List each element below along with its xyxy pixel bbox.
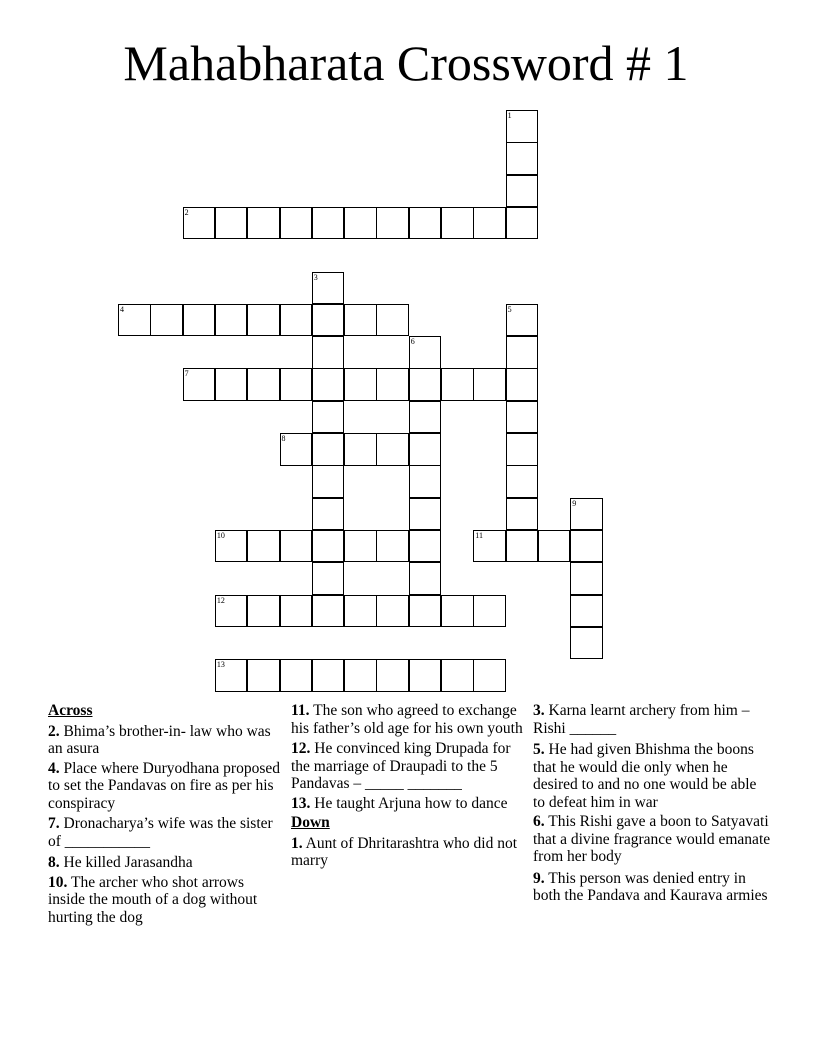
grid-cell[interactable] bbox=[409, 595, 442, 628]
grid-cell[interactable] bbox=[344, 304, 377, 337]
grid-number: 10 bbox=[216, 530, 225, 540]
grid-number: 9 bbox=[572, 498, 577, 508]
grid-cell[interactable] bbox=[312, 368, 345, 401]
grid-cell[interactable] bbox=[215, 304, 248, 337]
down-heading: Down bbox=[291, 814, 330, 831]
grid-cell[interactable] bbox=[118, 304, 151, 337]
grid-cell[interactable] bbox=[570, 562, 603, 595]
clue-across-8: 8. He killed Jarasandha bbox=[48, 854, 193, 871]
grid-cell[interactable] bbox=[506, 368, 539, 401]
grid-cell[interactable] bbox=[506, 530, 539, 563]
grid-number: 6 bbox=[410, 337, 415, 347]
grid-cell[interactable] bbox=[344, 595, 377, 628]
clue-down-1: 1. Aunt of Dhritarashtra who did not marry bbox=[291, 834, 518, 869]
grid-number: 3 bbox=[313, 272, 318, 282]
grid-cell[interactable] bbox=[376, 659, 409, 692]
grid-cell[interactable] bbox=[473, 595, 506, 628]
grid-cell[interactable] bbox=[215, 207, 248, 240]
grid-cell[interactable] bbox=[506, 465, 539, 498]
across-heading: Across bbox=[48, 702, 93, 719]
page-title: Mahabharata Crossword # 1 bbox=[123, 35, 689, 91]
grid-cell[interactable] bbox=[280, 530, 313, 563]
grid-cell[interactable] bbox=[312, 562, 345, 595]
grid-cell[interactable] bbox=[409, 401, 442, 434]
grid-cell[interactable] bbox=[215, 530, 248, 563]
grid-cell[interactable] bbox=[473, 659, 506, 692]
grid-cell[interactable] bbox=[506, 336, 539, 369]
grid-cell[interactable] bbox=[312, 207, 345, 240]
grid-cell[interactable] bbox=[409, 336, 442, 369]
grid-cell[interactable] bbox=[312, 272, 345, 305]
clue-across-11: 11. The son who agreed to exchange his father’s old age for his own youth bbox=[291, 702, 523, 737]
grid-cell[interactable] bbox=[280, 659, 313, 692]
grid-number: 4 bbox=[120, 304, 124, 314]
grid-cell[interactable] bbox=[215, 595, 248, 628]
grid-cell[interactable] bbox=[312, 498, 345, 531]
grid-cell[interactable] bbox=[409, 207, 442, 240]
grid-cell[interactable] bbox=[506, 110, 539, 143]
clue-across-12: 12. He convinced king Drupada for the marriage of Draupadi to the 5 Pandavas – _____ _______ bbox=[291, 740, 511, 792]
grid-cell[interactable] bbox=[376, 433, 409, 466]
grid-cell[interactable] bbox=[376, 207, 409, 240]
grid-number: 13 bbox=[216, 660, 225, 670]
grid-cell[interactable] bbox=[280, 207, 313, 240]
grid-cell[interactable] bbox=[506, 142, 539, 175]
grid-cell[interactable] bbox=[215, 659, 248, 692]
grid-cell[interactable] bbox=[409, 465, 442, 498]
grid-number: 11 bbox=[475, 530, 483, 540]
grid-cell[interactable] bbox=[441, 207, 474, 240]
grid-number: 8 bbox=[281, 434, 286, 443]
grid-cell[interactable] bbox=[280, 304, 313, 337]
grid-cell[interactable] bbox=[215, 368, 248, 401]
grid-cell[interactable] bbox=[247, 530, 280, 563]
clue-across-13: 13. He taught Arjuna how to dance bbox=[291, 794, 508, 812]
grid-cell[interactable] bbox=[376, 304, 409, 337]
grid-number: 1 bbox=[507, 111, 512, 120]
clue-down-6: 6. This Rishi gave a boon to Satyavati that a divine fragrance would emanate from her body bbox=[533, 813, 771, 865]
grid-number: 2 bbox=[184, 207, 189, 217]
grid-cell[interactable] bbox=[312, 659, 345, 692]
grid-cell[interactable] bbox=[312, 401, 345, 434]
grid-cell[interactable] bbox=[312, 304, 345, 337]
grid-cell[interactable] bbox=[183, 304, 216, 337]
grid-cell[interactable] bbox=[312, 465, 345, 498]
grid-cell[interactable] bbox=[409, 530, 442, 563]
clue-across-2: 2. Bhima’s brother-in- law who was an asura bbox=[48, 722, 271, 757]
grid-cell[interactable] bbox=[376, 595, 409, 628]
grid-cell[interactable] bbox=[150, 304, 183, 337]
grid-cell[interactable] bbox=[538, 530, 571, 563]
grid-cell[interactable] bbox=[280, 433, 313, 466]
grid-cell[interactable] bbox=[344, 530, 377, 563]
grid-number: 5 bbox=[507, 304, 512, 314]
grid-cell[interactable] bbox=[247, 595, 280, 628]
grid-number: 7 bbox=[184, 369, 189, 379]
grid-cell[interactable] bbox=[183, 368, 216, 401]
clues-column-1 bbox=[48, 702, 284, 928]
grid-cell[interactable] bbox=[344, 368, 377, 401]
grid-cell[interactable] bbox=[570, 530, 603, 563]
grid-cell[interactable] bbox=[570, 627, 603, 660]
clues-column-3 bbox=[533, 702, 771, 907]
grid-cell[interactable] bbox=[344, 659, 377, 692]
grid-cell[interactable] bbox=[280, 595, 313, 628]
clue-across-7: 7. Dronacharya’s wife was the sister of ___________ bbox=[48, 815, 273, 850]
grid-cell[interactable] bbox=[183, 207, 216, 240]
grid-cell[interactable] bbox=[312, 530, 345, 563]
grid-number: 12 bbox=[216, 595, 225, 605]
grid-cell[interactable] bbox=[473, 207, 506, 240]
grid-cell[interactable] bbox=[409, 498, 442, 531]
clue-down-3: 3. Karna learnt archery from him – Rishi ______ bbox=[533, 702, 750, 737]
grid-cell[interactable] bbox=[247, 207, 280, 240]
grid-cell[interactable] bbox=[473, 530, 506, 563]
grid-cell[interactable] bbox=[570, 595, 603, 628]
clues-column-2 bbox=[291, 702, 529, 872]
grid-cell[interactable] bbox=[376, 368, 409, 401]
clue-across-10: 10. The archer who shot arrows inside the mouth of a dog without hurting the dog bbox=[48, 873, 258, 926]
grid-cell[interactable] bbox=[409, 659, 442, 692]
grid-cell[interactable] bbox=[506, 207, 539, 240]
grid-cell[interactable] bbox=[376, 530, 409, 563]
grid-cell[interactable] bbox=[344, 433, 377, 466]
grid-cell[interactable] bbox=[312, 336, 345, 369]
grid-cell[interactable] bbox=[506, 498, 539, 531]
grid-cell[interactable] bbox=[247, 304, 280, 337]
grid-cell[interactable] bbox=[506, 433, 539, 466]
grid-cell[interactable] bbox=[280, 368, 313, 401]
grid-cell[interactable] bbox=[247, 659, 280, 692]
grid-cell[interactable] bbox=[441, 368, 474, 401]
grid-cell[interactable] bbox=[312, 595, 345, 628]
grid-cell[interactable] bbox=[506, 401, 539, 434]
grid-cell[interactable] bbox=[506, 304, 539, 337]
grid-cell[interactable] bbox=[409, 562, 442, 595]
grid-cell[interactable] bbox=[441, 659, 474, 692]
grid-cell[interactable] bbox=[506, 175, 539, 208]
grid-cell[interactable] bbox=[473, 368, 506, 401]
grid-cell[interactable] bbox=[409, 433, 442, 466]
clue-down-9: 9. This person was denied entry in both the Pandava and Kaurava armies bbox=[533, 869, 768, 904]
grid-cell[interactable] bbox=[409, 368, 442, 401]
clue-down-5: 5. He had given Bhishma the boons that he would die only when he desired to and no one would be able to defeat him in war bbox=[533, 741, 757, 811]
grid-cell[interactable] bbox=[344, 207, 377, 240]
grid-cell[interactable] bbox=[441, 595, 474, 628]
grid-cell[interactable] bbox=[247, 368, 280, 401]
grid-cell[interactable] bbox=[570, 498, 603, 531]
clue-across-4: 4. Place where Duryodhana proposed to set the Pandavas on fire as per his conspiracy bbox=[48, 759, 280, 812]
grid-cell[interactable] bbox=[312, 433, 345, 466]
